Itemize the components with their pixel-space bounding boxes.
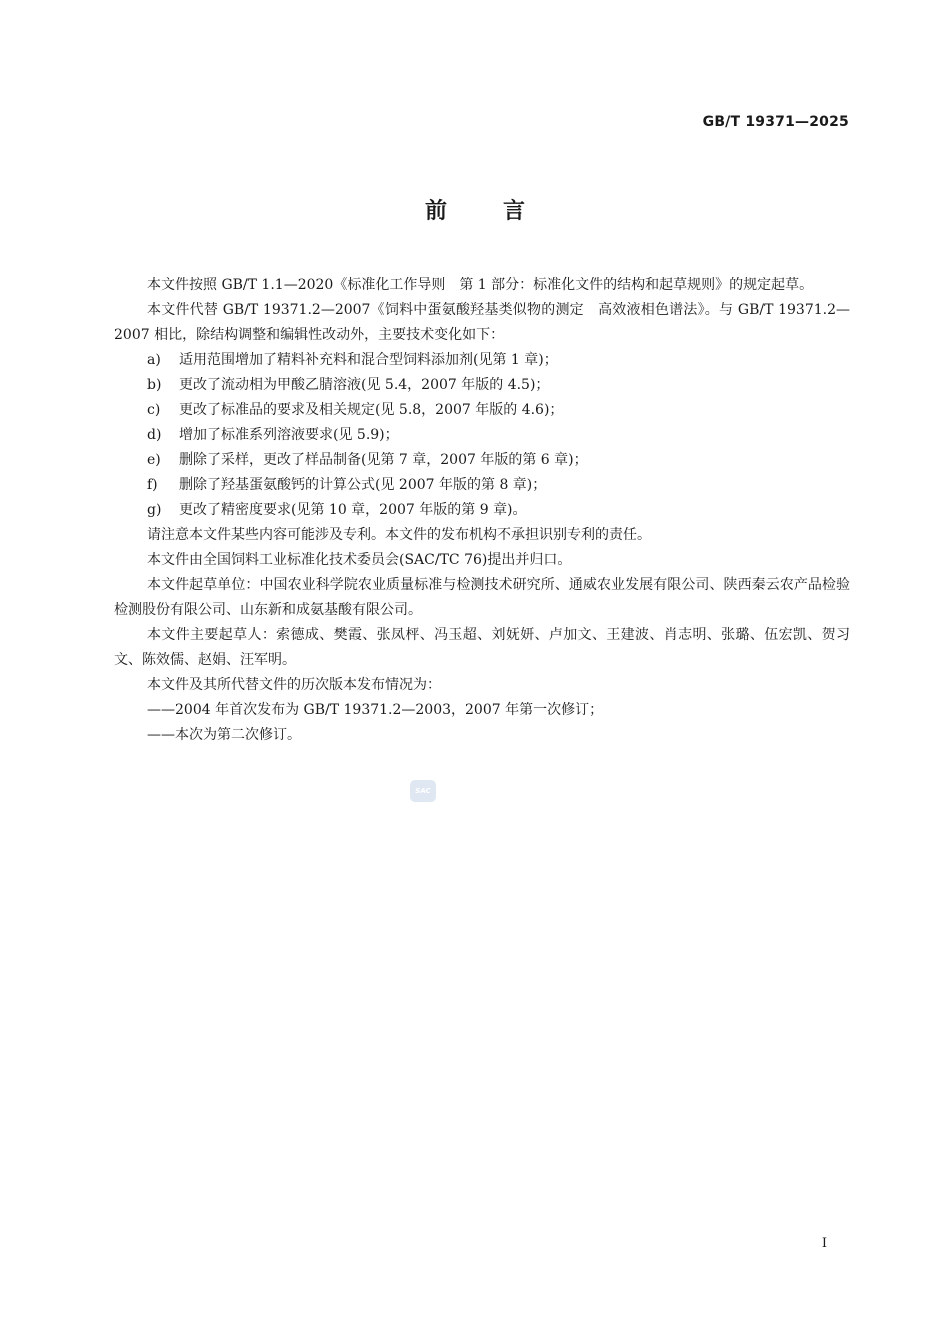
change-item <box>114 348 850 373</box>
change-item <box>114 473 850 498</box>
change-item <box>114 398 850 423</box>
change-item-label: e) <box>147 452 161 468</box>
change-item-label: b) <box>147 377 162 393</box>
change-item <box>114 448 850 473</box>
change-item-text: 适用范围增加了精料补充料和混合型饲料添加剂(见第 1 章)； <box>179 352 558 368</box>
change-item-text: 删除了羟基蛋氨酸钙的计算公式(见 2007 年版的第 8 章)； <box>179 477 547 493</box>
change-item-label: c) <box>147 402 161 418</box>
paragraph-patent-notice: 请注意本文件某些内容可能涉及专利。本文件的发布机构不承担识别专利的责任。 <box>147 527 651 543</box>
page-number: I <box>821 1236 827 1251</box>
history-item: ——本次为第二次修订。 <box>147 727 301 743</box>
title-char-1: 前 <box>424 199 447 224</box>
standard-code: GB/T 19371—2025 <box>702 114 849 130</box>
change-item <box>114 498 850 523</box>
change-item-label: g) <box>147 502 162 518</box>
history-item: ——2004 年首次发布为 GB/T 19371.2—2003，2007 年第一次修订； <box>147 702 604 718</box>
paragraph-proposer: 本文件由全国饲料工业标准化技术委员会(SAC/TC 76)提出并归口。 <box>147 552 572 568</box>
paragraph-drafting-rules: 本文件按照 GB/T 1.1—2020《标准化工作导则 第 1 部分：标准化文件的结构和起草规则》的规定起草。 <box>147 277 814 293</box>
section-title <box>0 194 950 225</box>
paragraph-replacement: 本文件代替 GB/T 19371.2—2007《饲料中蛋氨酸羟基类似物的测定 高效液相色谱法》。与 GB/T 19371.2—2007 相比，除结构调整和编辑性改动外，主要技术变化如下： <box>114 302 850 343</box>
change-item-label: d) <box>147 427 162 443</box>
change-item-text: 更改了流动相为甲酸乙腈溶液(见 5.4，2007 年版的 4.5)； <box>179 377 550 393</box>
change-item-label: f) <box>147 477 158 493</box>
foreword-body <box>114 273 850 748</box>
change-item <box>114 423 850 448</box>
paragraph-history-intro: 本文件及其所代替文件的历次版本发布情况为： <box>147 677 441 693</box>
change-item-text: 更改了精密度要求(见第 10 章，2007 年版的第 9 章)。 <box>179 502 527 518</box>
paragraph-drafting-units: 本文件起草单位：中国农业科学院农业质量标准与检测技术研究所、通威农业发展有限公司、陕西秦云农产品检验检测股份有限公司、山东新和成氨基酸有限公司。 <box>114 577 850 618</box>
change-item-text: 删除了采样，更改了样品制备(见第 7 章，2007 年版的第 6 章)； <box>179 452 588 468</box>
paragraph-drafters: 本文件主要起草人：索德成、樊霞、张凤枰、冯玉超、刘妩妍、卢加文、王建波、肖志明、张璐、伍宏凯、贺习文、陈效儒、赵娟、汪军明。 <box>114 627 850 668</box>
change-item-label: a) <box>147 352 161 368</box>
sac-watermark-logo: SAC <box>410 780 436 802</box>
title-char-2: 言 <box>503 199 526 224</box>
change-item-text: 增加了标准系列溶液要求(见 5.9)； <box>179 427 399 443</box>
change-item-text: 更改了标准品的要求及相关规定(见 5.8，2007 年版的 4.6)； <box>179 402 564 418</box>
change-item <box>114 373 850 398</box>
